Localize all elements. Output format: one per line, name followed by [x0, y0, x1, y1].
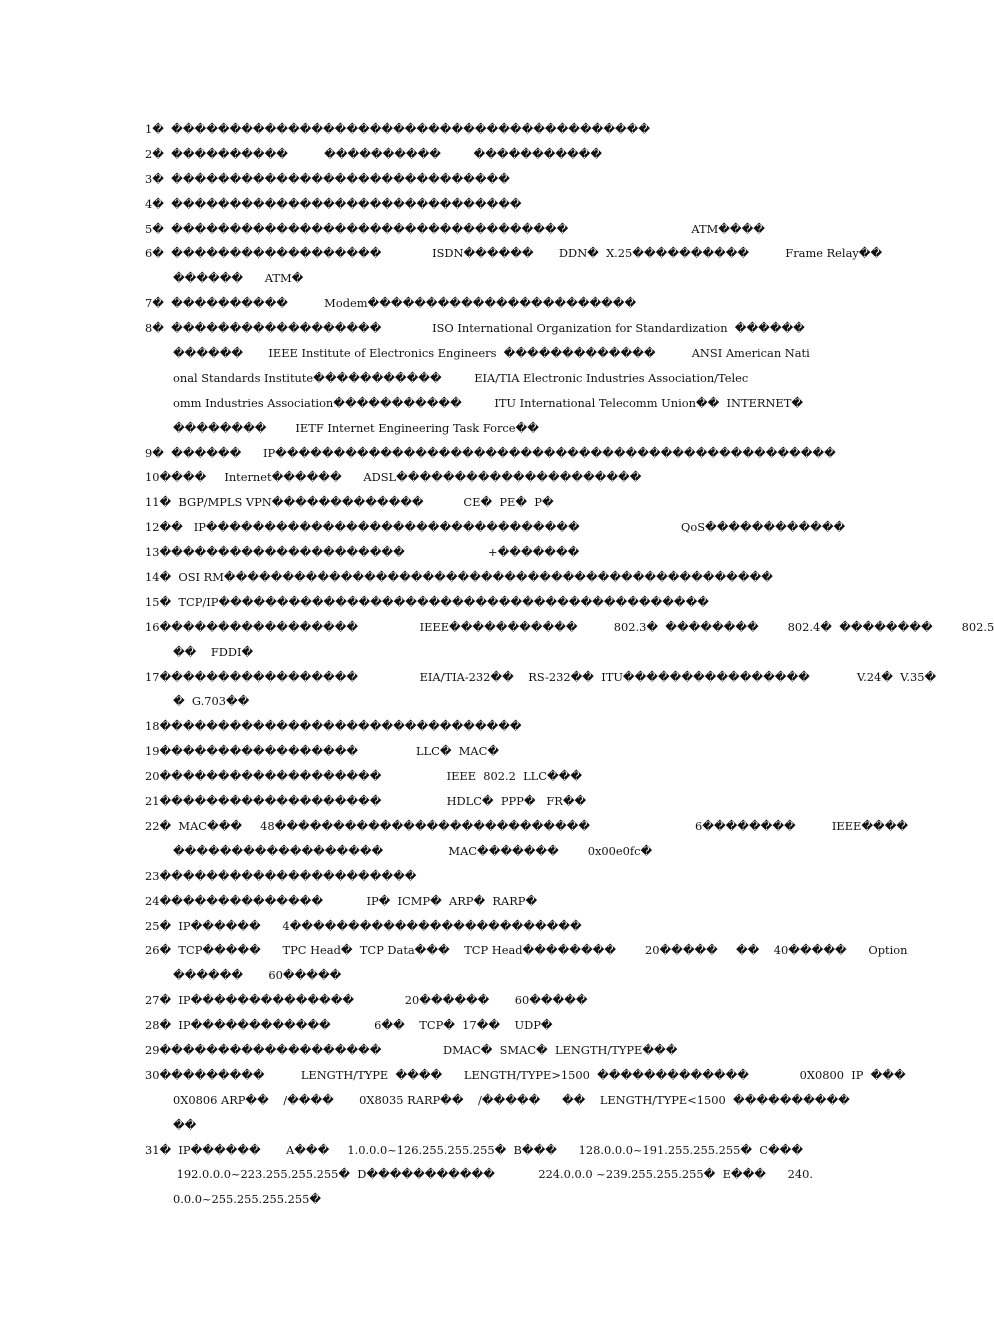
- text-line: 16����������������� IEEE����������� 802.3� �������� 802.4� �������� 802.5: [145, 619, 994, 634]
- text-line: 1� �����������������������������������������: [145, 122, 651, 136]
- text-line: 9� ������ IP������������������������������������������������: [145, 445, 836, 460]
- text-line: 5� ���������������������������������� ATM����: [145, 221, 765, 236]
- text-line: �������� IETF Internet Engineering Task Force��: [173, 420, 539, 435]
- text-line: 6� ������������������ ISDN������ DDN� X.25���������� Frame Relay��: [145, 246, 883, 261]
- text-line: 13��������������������� +�������: [145, 545, 580, 560]
- text-line: ��: [173, 1117, 197, 1132]
- text-line: 3� �����������������������������: [145, 171, 510, 186]
- text-line: 17����������������� EIA/TIA-232�� RS-232�� ITU���������������� V.24� V.35�: [145, 669, 937, 684]
- text-line: 15� TCP/IP������������������������������������������: [145, 594, 709, 609]
- text-line: 0.0.0~255.255.255.255�: [173, 1192, 322, 1207]
- text-line: ������ ATM�: [173, 271, 304, 286]
- text-line: 22� MAC��� 48��������������������������� 6�������� IEEE����: [145, 818, 909, 833]
- text-line: 24�������������� IP� ICMP� ARP� RARP�: [145, 893, 538, 908]
- text-line: 31� IP������ A��� 1.0.0.0~126.255.255.255� B��� 128.0.0.0~191.255.255.255� C���: [145, 1142, 804, 1157]
- text-line: 26� TCP����� TPC Head� TCP Data��� TCP Head�������� 20����� �� 40����� Option: [145, 943, 908, 958]
- text-line: ������ 60�����: [173, 968, 342, 983]
- text-line: 8� ������������������ ISO International Organization for Standardization ������: [145, 321, 805, 336]
- text-line: 30��������� LENGTH/TYPE ���� LENGTH/TYPE>1500 ������������� 0X0800 IP ���: [145, 1067, 906, 1082]
- text-line: 29������������������� DMAC� SMAC� LENGTH/TYPE���: [145, 1042, 678, 1057]
- text-line: 28� IP������������ 6�� TCP� 17�� UDP�: [145, 1018, 553, 1033]
- text-line: 14� OSI RM�����������������������������������������������: [145, 570, 773, 585]
- text-line: omm Industries Association����������� ITU International Telecomm Union�� INTERNET�: [173, 395, 804, 410]
- text-line: 4� ������������������������������: [145, 196, 522, 211]
- text-line: onal Standards Institute����������� EIA/TIA Electronic Industries Association/Telec: [173, 370, 749, 385]
- text-line: � G.703��: [173, 694, 250, 709]
- text-line: 11� BGP/MPLS VPN������������� CE� PE� P�: [145, 495, 554, 510]
- text-line: ������������������ MAC������� 0x00e0fc�: [173, 843, 653, 858]
- text-line: 10���� Internet������ ADSL���������������������: [145, 470, 642, 485]
- text-line: 18�������������������������������: [145, 719, 522, 734]
- text-line: 7� ���������� Modem�����������������������: [145, 296, 637, 311]
- text-line: 25� IP������ 4�������������������������: [145, 918, 582, 933]
- text-line: 192.0.0.0~223.255.255.255� D����������� 224.0.0.0 ~239.255.255.255� E��� 240.: [173, 1167, 814, 1182]
- text-line: 0X0806 ARP�� /���� 0X8035 RARP�� /����� �� LENGTH/TYPE<1500 ����������: [173, 1092, 850, 1107]
- text-line: 12�� IP�������������������������������� QoS������������: [145, 520, 846, 535]
- text-line: 19����������������� LLC� MAC�: [145, 744, 500, 759]
- text-line: 27� IP�������������� 20������ 60�����: [145, 993, 588, 1008]
- text-line: 2� ���������� ���������� �����������: [145, 146, 603, 161]
- text-line: �� FDDI�: [173, 644, 254, 659]
- text-line: ������ IEEE Institute of Electronics Engineers ������������� ANSI American Nati: [173, 346, 810, 361]
- text-line: 23����������������������: [145, 868, 417, 883]
- document-body: [145, 117, 994, 1212]
- text-line: 21������������������� HDLC� PPP� FR��: [145, 794, 587, 809]
- text-line: 20������������������� IEEE 802.2 LLC���: [145, 769, 583, 784]
